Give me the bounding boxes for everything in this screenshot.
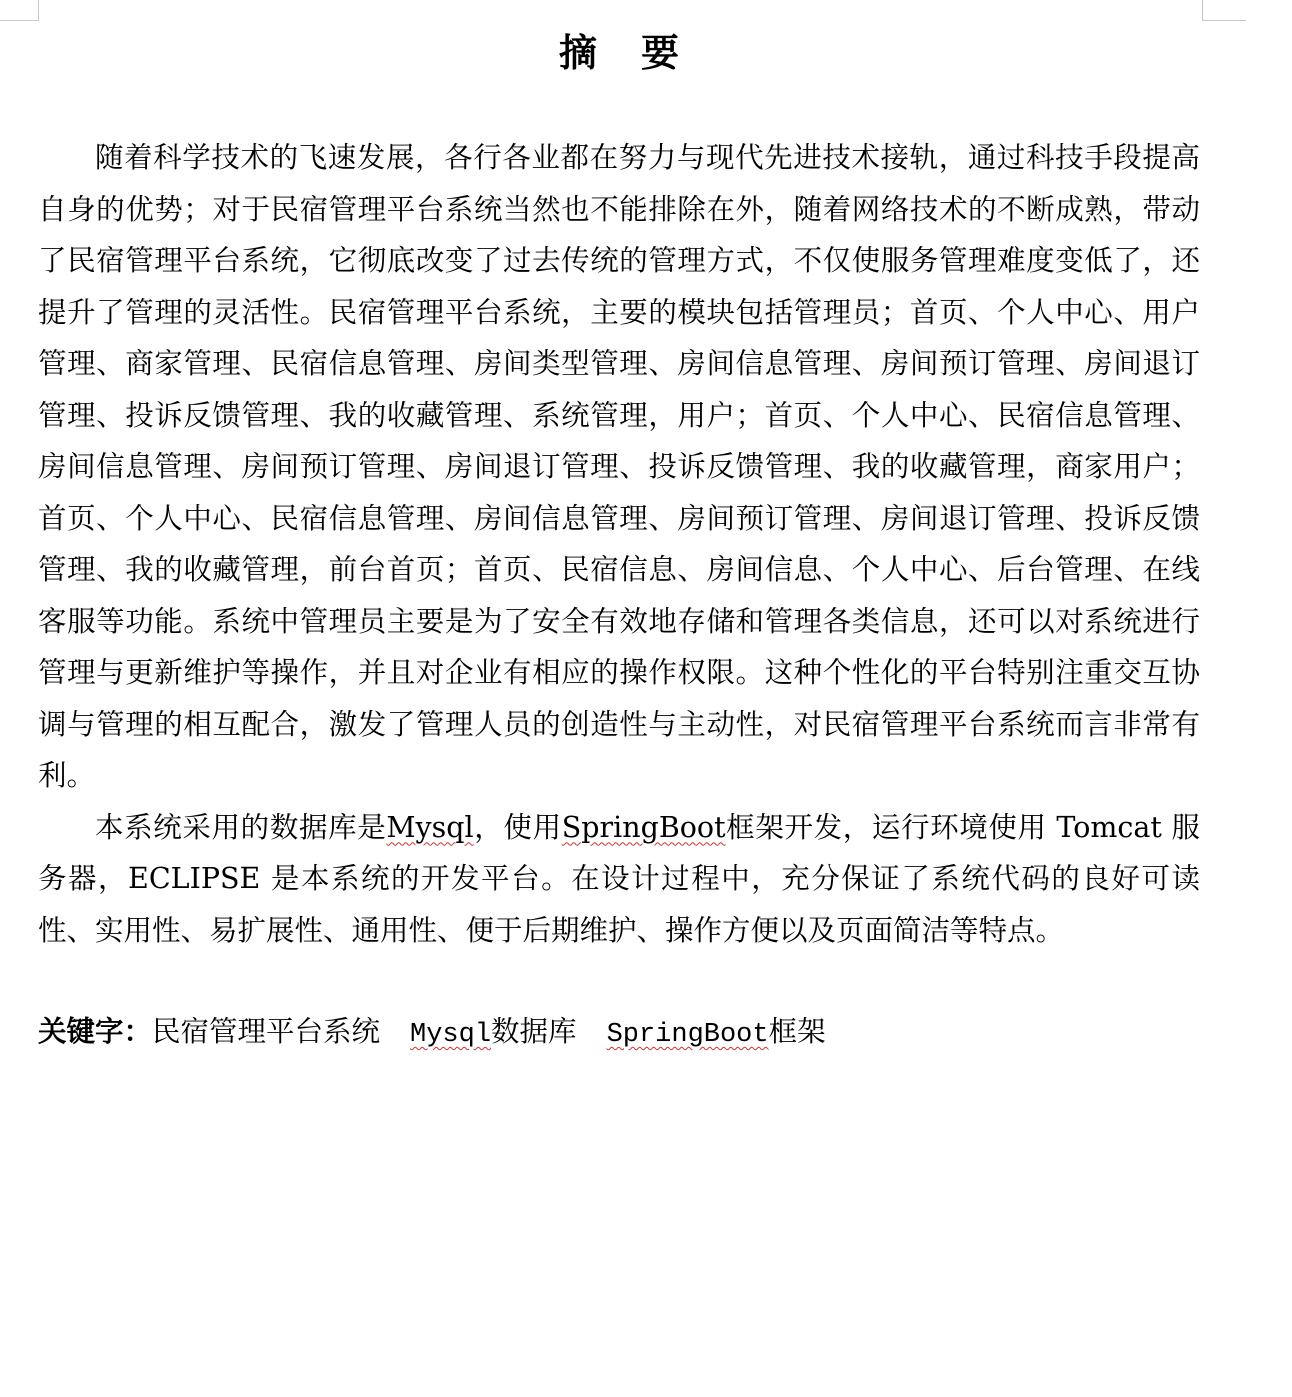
- crop-mark-top-right: [1202, 0, 1246, 21]
- keyword-2-code: Mysql: [410, 1020, 492, 1050]
- abstract-paragraph-1: 随着科学技术的飞速发展，各行各业都在努力与现代先进技术接轨，通过科技手段提高自身的优势；对于民宿管理平台系统当然也不能排除在外，随着网络技术的不断成熟，带动了民宿管理平台系统，它彻底改变了过去传统的管理方式，不仅使服务管理难度变低了，还提升了管理的灵活性。民宿管理平台系统，主要的模块包括管理员；首页、个人中心、用户管理、商家管理、民宿信息管理、房间类型管理、房间信息管理、房间预订管理、房间退订管理、投诉反馈管理、我的收藏管理、系统管理，用户；首页、个人中心、民宿信息管理、房间信息管理、房间预订管理、房间退订管理、投诉反馈管理、我的收藏管理，商家用户；首页、个人中心、民宿信息管理、房间信息管理、房间预订管理、房间退订管理、投诉反馈管理、我的收藏管理，前台首页；首页、民宿信息、房间信息、个人中心、后台管理、在线客服等功能。系统中管理员主要是为了安全有效地存储和管理各类信息，还可以对系统进行管理与更新维护等操作，并且对企业有相应的操作权限。这种个性化的平台特别注重交互协调与管理的相互配合，激发了管理人员的创造性与主动性，对民宿管理平台系统而言非常有利。: [38, 141, 1200, 792]
- crop-mark-top-left: [0, 0, 39, 21]
- paragraph-2-part-2: ，使用: [473, 810, 562, 844]
- title-char-1: 摘: [558, 31, 599, 75]
- paragraph-2-part-1: 本系统采用的数据库是: [95, 810, 387, 844]
- keywords-line: [38, 1008, 826, 1059]
- springboot-term: SpringBoot: [561, 810, 726, 844]
- abstract-body: [38, 132, 1200, 956]
- abstract-paragraph-2: [38, 802, 1200, 957]
- title-char-2: 要: [641, 31, 682, 75]
- keyword-3-code: SpringBoot: [606, 1020, 769, 1050]
- keyword-3-text: 框架: [768, 1015, 826, 1048]
- abstract-title: [0, 22, 1240, 77]
- mysql-term: Mysql: [386, 810, 474, 844]
- keyword-2-text: 数据库: [491, 1015, 577, 1048]
- keywords-label: 关键字：: [38, 1015, 153, 1048]
- keyword-1: 民宿管理平台系统: [152, 1015, 381, 1048]
- paragraph-2-part-3: 框架开发，运行环境使用 Tomcat 服务器，ECLIPSE 是本系统的开发平台。在设计过程中，充分保证了系统代码的良好可读性、实用性、易扩展性、通用性、便于后期维护、操作方便以及页面简洁等特点。: [38, 810, 1200, 947]
